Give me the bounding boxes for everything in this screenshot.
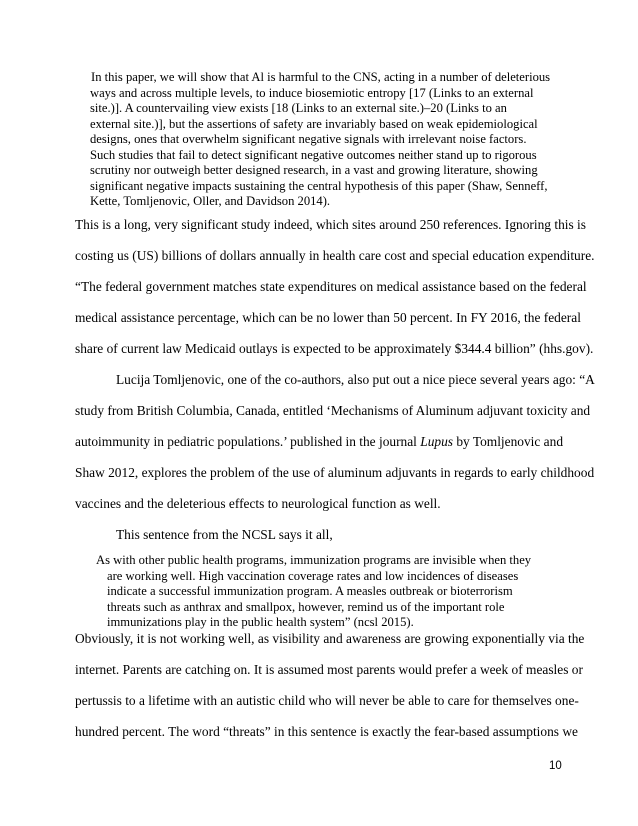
quote-line: As with other public health programs, immunization programs are invisible when they <box>96 553 532 567</box>
text-line: hundred percent. The word “threats” in this sentence is exactly the fear-based assumptions we <box>75 724 578 739</box>
quote-line: threats such as anthrax and smallpox, however, remind us of the important role <box>107 599 505 614</box>
text-line: share of current law Medicaid outlays is expected to be approximately $344.4 billion” (hhs.gov). <box>75 341 594 356</box>
text-line: costing us (US) billions of dollars annually in health care cost and special education expenditure. <box>75 248 595 263</box>
quote-line: are working well. High vaccination coverage rates and low incidences of diseases <box>107 568 519 583</box>
page-number: 10 <box>549 760 562 772</box>
journal-title: Lupus <box>420 434 453 449</box>
text-line: autoimmunity in pediatric populations.’ published in the journal Lupus by Tomljenovic and <box>75 434 564 449</box>
quote-line: significant negative impacts sustaining the central hypothesis of this paper (Shaw, Senneff, <box>90 178 548 193</box>
quote-line: In this paper, we will show that Al is harmful to the CNS, acting in a number of deleterious <box>91 70 551 84</box>
text-line: vaccines and the deleterious effects to neurological function as well. <box>75 496 441 511</box>
text-line: This is a long, very significant study indeed, which sites around 250 references. Ignoring this is <box>75 217 586 232</box>
text-line: study from British Columbia, Canada, entitled ‘Mechanisms of Aluminum adjuvant toxicity and <box>75 403 591 418</box>
text-line: Lucija Tomljenovic, one of the co-authors, also put out a nice piece several years ago: “A <box>116 372 595 387</box>
quote-line: designs, ones that overwhelm significant negative signals with irrelevant noise factors. <box>90 132 527 146</box>
text-line: Shaw 2012, explores the problem of the use of aluminum adjuvants in regards to early childhood <box>75 465 595 480</box>
paragraph-ncsl-intro: This sentence from the NCSL says it all, <box>116 527 333 542</box>
quote-line: external site.)], but the assertions of safety are invariably based on weak epidemiological <box>90 116 538 131</box>
text-line: pertussis to a lifetime with an autistic child who will never be able to care for themselves one- <box>75 693 579 708</box>
quote-line: Kette, Tomljenovic, Oller, and Davidson 2014). <box>90 194 331 208</box>
quote-line: Such studies that fail to detect significant negative outcomes neither stand up to rigorous <box>90 147 537 162</box>
quote-line: immunizations play in the public health system” (ncsl 2015). <box>107 615 414 629</box>
quote-line: site.)]. A countervailing view exists [18 (Links to an external site.)–20 (Links to an <box>90 101 507 115</box>
quote-line: scrutiny nor outweigh better designed research, in a vast and growing literature, showing <box>90 163 538 177</box>
block-quote-aluminum <box>91 70 550 210</box>
text-line: medical assistance percentage, which can be no lower than 50 percent. In FY 2016, the federal <box>75 310 581 325</box>
text-line: internet. Parents are catching on. It is assumed most parents would prefer a week of measles or <box>75 662 583 677</box>
block-quote-ncsl <box>96 553 531 631</box>
text-line: “The federal government matches state expenditures on medical assistance based on the federal <box>75 279 587 294</box>
text-line: Obviously, it is not working well, as visibility and awareness are growing exponentially via the <box>75 631 585 646</box>
quote-line: indicate a successful immunization program. A measles outbreak or bioterrorism <box>107 584 513 598</box>
quote-line: ways and across multiple levels, to induce biosemiotic entropy [17 (Links to an external <box>90 85 534 100</box>
